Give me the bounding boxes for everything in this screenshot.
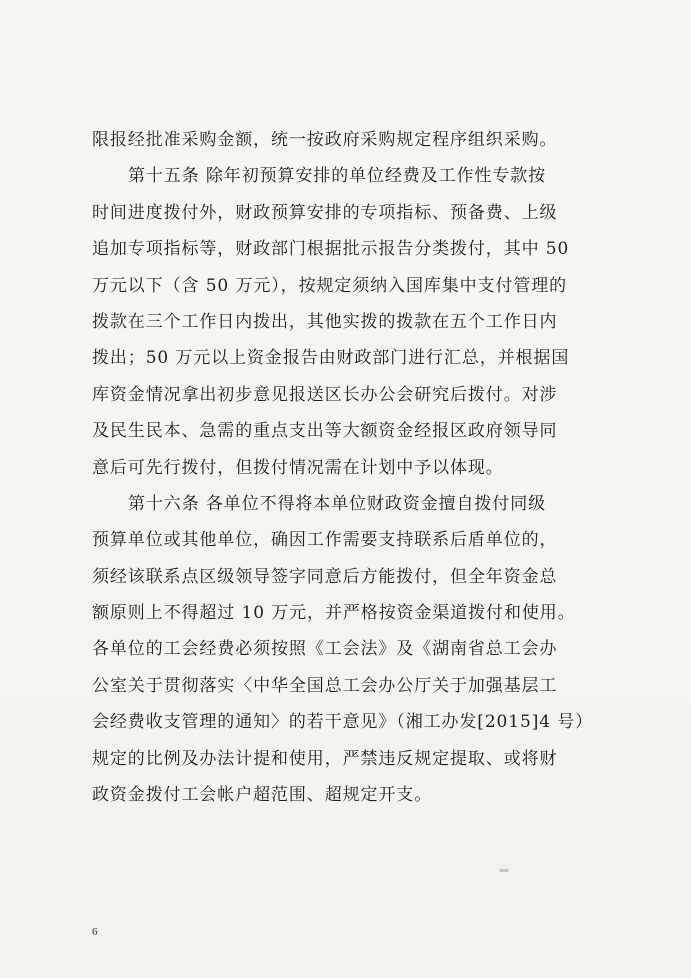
- scan-speck: [499, 869, 509, 872]
- text-line: 时间进度拨付外，财政预算安排的专项指标、预备费、上级: [92, 202, 558, 223]
- text-line: 政资金拨付工会帐户超范围、超规定开支。: [92, 785, 433, 806]
- page-number: 6: [92, 926, 98, 938]
- article-16-heading-line: 第十六条 各单位不得将本单位财政资金擅自拨付同级: [128, 493, 547, 514]
- text-line: 拨出；50 万元以上资金报告由财政部门进行汇总，并根据国: [92, 348, 570, 369]
- text-line: 公室关于贯彻落实〈中华全国总工会办公厅关于加强基层工: [92, 675, 558, 696]
- text-line: 拨款在三个工作日内拨出，其他实拨的拨款在五个工作日内: [92, 311, 558, 332]
- article-15-heading-line: 第十五条 除年初预算安排的单位经费及工作性专款按: [128, 166, 547, 187]
- text-line: 会经费收支管理的通知〉的若干意见》（湘工办发[2015]4 号）: [92, 712, 594, 733]
- text-line: 意后可先行拨付，但拨付情况需在计划中予以体现。: [92, 457, 504, 478]
- text-line: 追加专项指标等，财政部门根据批示报告分类拨付，其中 50: [92, 239, 570, 260]
- body-text: [92, 122, 612, 813]
- text-line: 及民生民本、急需的重点支出等大额资金经报区政府领导同: [92, 421, 558, 442]
- text-line: 库资金情况拿出初步意见报送区长办公会研究后拨付。对涉: [92, 384, 558, 405]
- text-line: 万元以下（含 50 万元），按规定须纳入国库集中支付管理的: [92, 275, 568, 296]
- text-line: 规定的比例及办法计提和使用，严禁违反规定提取、或将财: [92, 748, 558, 769]
- text-line: 额原则上不得超过 10 万元，并严格按资金渠道拨付和使用。: [92, 603, 576, 624]
- text-line: 须经该联系点区级领导签字同意后方能拨付，但全年资金总: [92, 566, 558, 587]
- text-line: 各单位的工会经费必须按照《工会法》及《湖南省总工会办: [92, 639, 558, 660]
- text-line: 限报经批准采购金额，统一按政府采购规定程序组织采购。: [92, 130, 558, 150]
- text-line: 预算单位或其他单位，确因工作需要支持联系后盾单位的，: [92, 530, 558, 551]
